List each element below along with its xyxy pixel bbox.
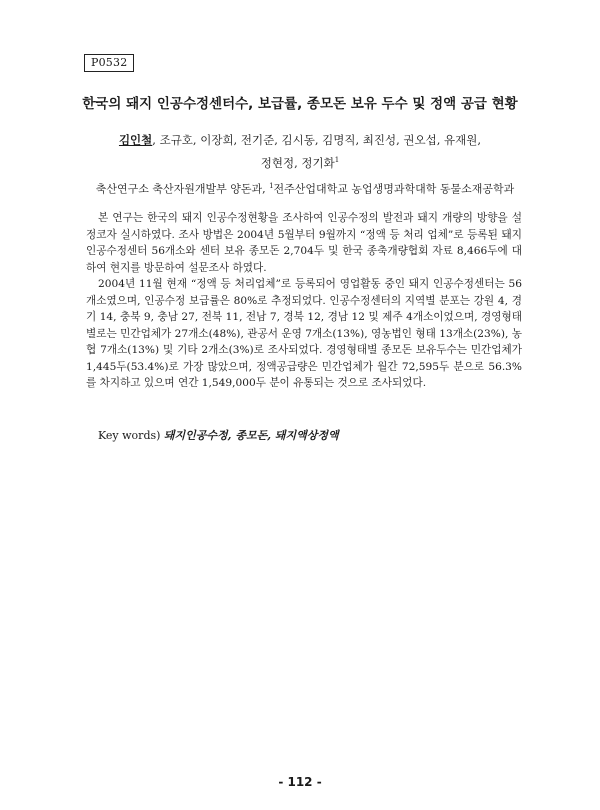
abstract-body (86, 210, 522, 392)
affiliation-secondary: 전주산업대학교 농업생명과학대학 동물소재공학과 (273, 182, 515, 196)
keywords-label: Key words) (98, 429, 161, 442)
co-authors-line-2: 정현정, 정기화 (260, 155, 335, 170)
abstract-id-box: P0532 (84, 54, 134, 72)
paper-title: 한국의 돼지 인공수정센터수, 보급률, 종모돈 보유 두수 및 정액 공급 현황 (82, 96, 518, 112)
keywords-terms: 돼지인공수정, 종모돈, 돼지액상정액 (163, 429, 339, 442)
co-authors-line-1: , 조규호, 이장희, 전기준, 김시동, 김명직, 최진성, 권오섭, 유재원, (152, 133, 482, 147)
author-list (80, 130, 520, 173)
author-affiliation-marker: 1 (334, 156, 340, 164)
page-number: - 112 - (278, 775, 322, 789)
affiliation-marker: 1 (269, 182, 274, 190)
author-line-2 (80, 150, 520, 173)
abstract-paragraph-2: 2004년 11월 현재 “정액 등 처리업체”로 등록되어 영업활동 중인 돼지 인공수정센터는 56개소였으며, 인공수정 보급률은 80%로 추정되었다. 인공수정센터의 지역별 분포는 강원 4, 경기 14, 충북 9, 충남 27, 전북 11, 전남 7, 경북 12, 경남 12 및 제주 4개소이었으며, 경영형태별로는 민간업체가 27개소(48%), 관공서 운영 7개소(13%), 영농법인 형태 13개소(23%), 농협 7개소(13%) 및 기타 2개소(3%)로 조사되었다. 경영형태별 종모돈 보유두수는 민간업체가 1,445두(53.4%)로 가장 많았으며, 정액공급량은 민간업체가 월간 72,595두 분으로 56.3%를 차지하고 있으며 연간 1,549,000두 분이 유통되는 것으로 조사되었다. (86, 278, 522, 389)
abstract-paragraph-1: 본 연구는 한국의 돼지 인공수정현황을 조사하여 인공수정의 발전과 돼지 개량의 방향을 설정코자 실시하였다. 조사 방법은 2004년 5월부터 9월까지 “정액 등 처리 업체”로 등록된 돼지 인공수정센터 56개소와 센터 보유 종모돈 2,704두 및 한국 종축개량협회 자료 8,466두에 대하여 현지를 방문하여 설문조사 하였다. (86, 212, 522, 274)
keywords (98, 428, 339, 444)
presenting-author: 김인철 (118, 133, 153, 147)
author-line-1 (80, 130, 520, 150)
affiliation-primary: 축산연구소 축산자원개발부 양돈과, (95, 182, 270, 196)
affiliation (70, 178, 540, 198)
